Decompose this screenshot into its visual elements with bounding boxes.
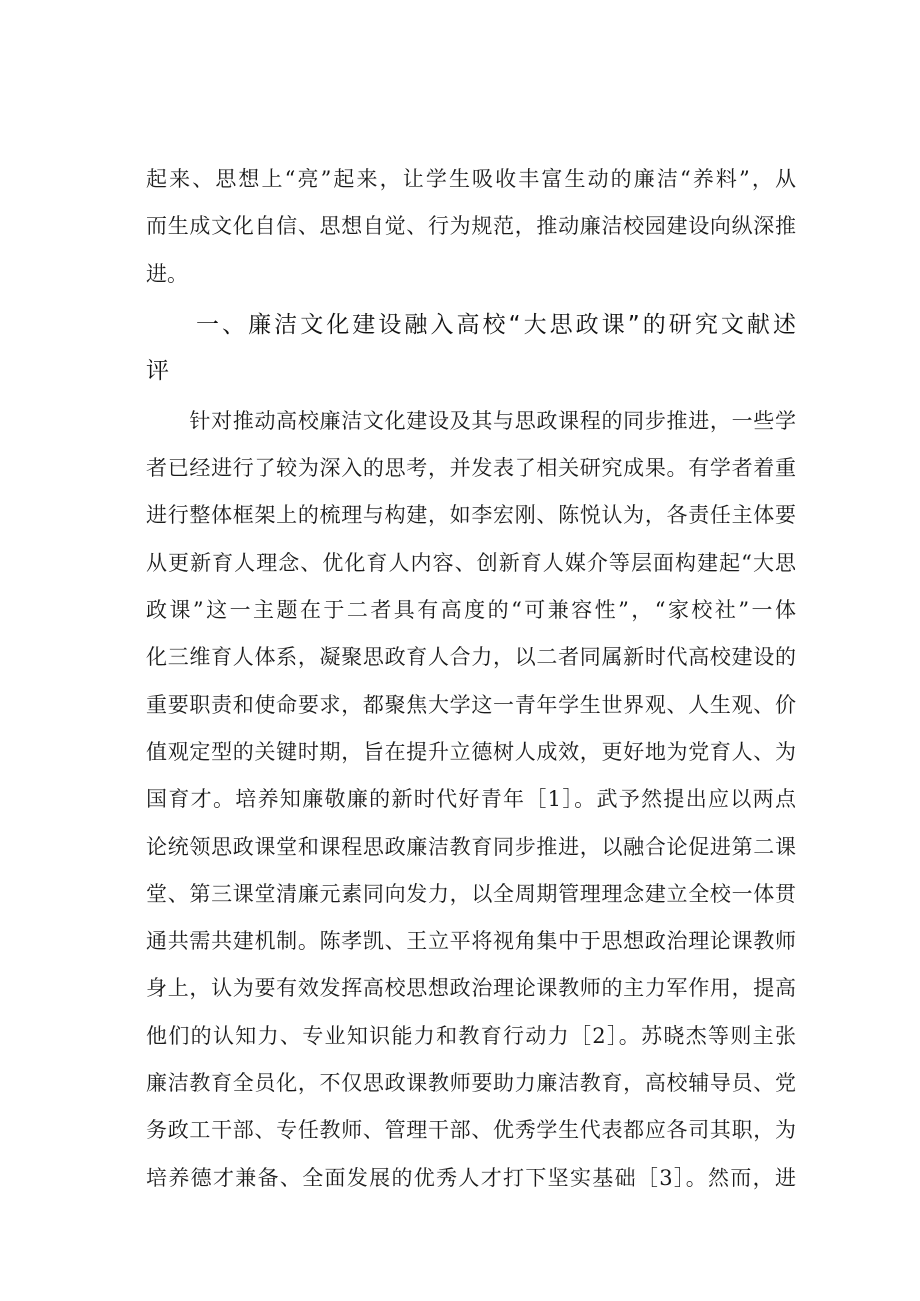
section-heading: [146, 302, 796, 394]
text-line: 进行整体框架上的梳理与构建，如李宏刚、陈悦认为，各责任主体要: [146, 503, 796, 528]
text-line: 身上，认为要有效发挥高校思想政治理论课教师的主力军作用，提高: [146, 976, 796, 1001]
text-line: 化三维育人体系，凝聚思政育人合力，以二者同属新时代高校建设的: [146, 645, 796, 670]
intro-paragraph: [146, 156, 796, 298]
text-line: 针对推动高校廉洁文化建设及其与思政课程的同步推进，一些学: [146, 408, 796, 433]
text-line: 而生成文化自信、思想自觉、行为规范，推动廉洁校园建设向纵深推: [146, 214, 796, 239]
text-line: 培养德才兼备、全面发展的优秀人才打下坚实基础［3］。然而，进: [146, 1165, 796, 1190]
text-line: 政课”这一主题在于二者具有高度的“可兼容性”，“家校社”一体: [146, 598, 796, 623]
text-line: 者已经进行了较为深入的思考，并发表了相关研究成果。有学者着重: [146, 456, 796, 481]
text-line: 通共需共建机制。陈孝凯、王立平将视角集中于思想政治理论课教师: [146, 929, 796, 954]
text-line: 他们的认知力、专业知识能力和教育行动力［2］。苏晓杰等则主张: [146, 1023, 796, 1048]
section-heading-line: 一、廉洁文化建设融入高校“大思政课”的研究文献述: [196, 311, 796, 338]
text-line: 重要职责和使命要求，都聚焦大学这一青年学生世界观、人生观、价: [146, 692, 796, 717]
body-paragraph: [146, 398, 796, 1202]
text-line: 论统领思政课堂和课程思政廉洁教育同步推进，以融合论促进第二课: [146, 834, 796, 859]
text-line: 堂、第三课堂清廉元素同向发力，以全周期管理理念建立全校一体贯: [146, 881, 796, 906]
text-line: 务政工干部、专任教师、管理干部、优秀学生代表都应各司其职，为: [146, 1118, 796, 1143]
text-line: 廉洁教育全员化，不仅思政课教师要助力廉洁教育，高校辅导员、党: [146, 1071, 796, 1096]
text-line: 国育才。培养知廉敬廉的新时代好青年［1］。武予然提出应以两点: [146, 787, 796, 812]
section-heading-line: 评: [146, 357, 169, 384]
document-body: [146, 156, 796, 1202]
text-line: 值观定型的关键时期，旨在提升立德树人成效，更好地为党育人、为: [146, 739, 796, 764]
text-line: 起来、思想上“亮”起来，让学生吸收丰富生动的廉洁“养料”，从: [146, 167, 796, 191]
text-line: 进。: [146, 261, 188, 286]
text-line: 从更新育人理念、优化育人内容、创新育人媒介等层面构建起“大思: [146, 550, 796, 575]
